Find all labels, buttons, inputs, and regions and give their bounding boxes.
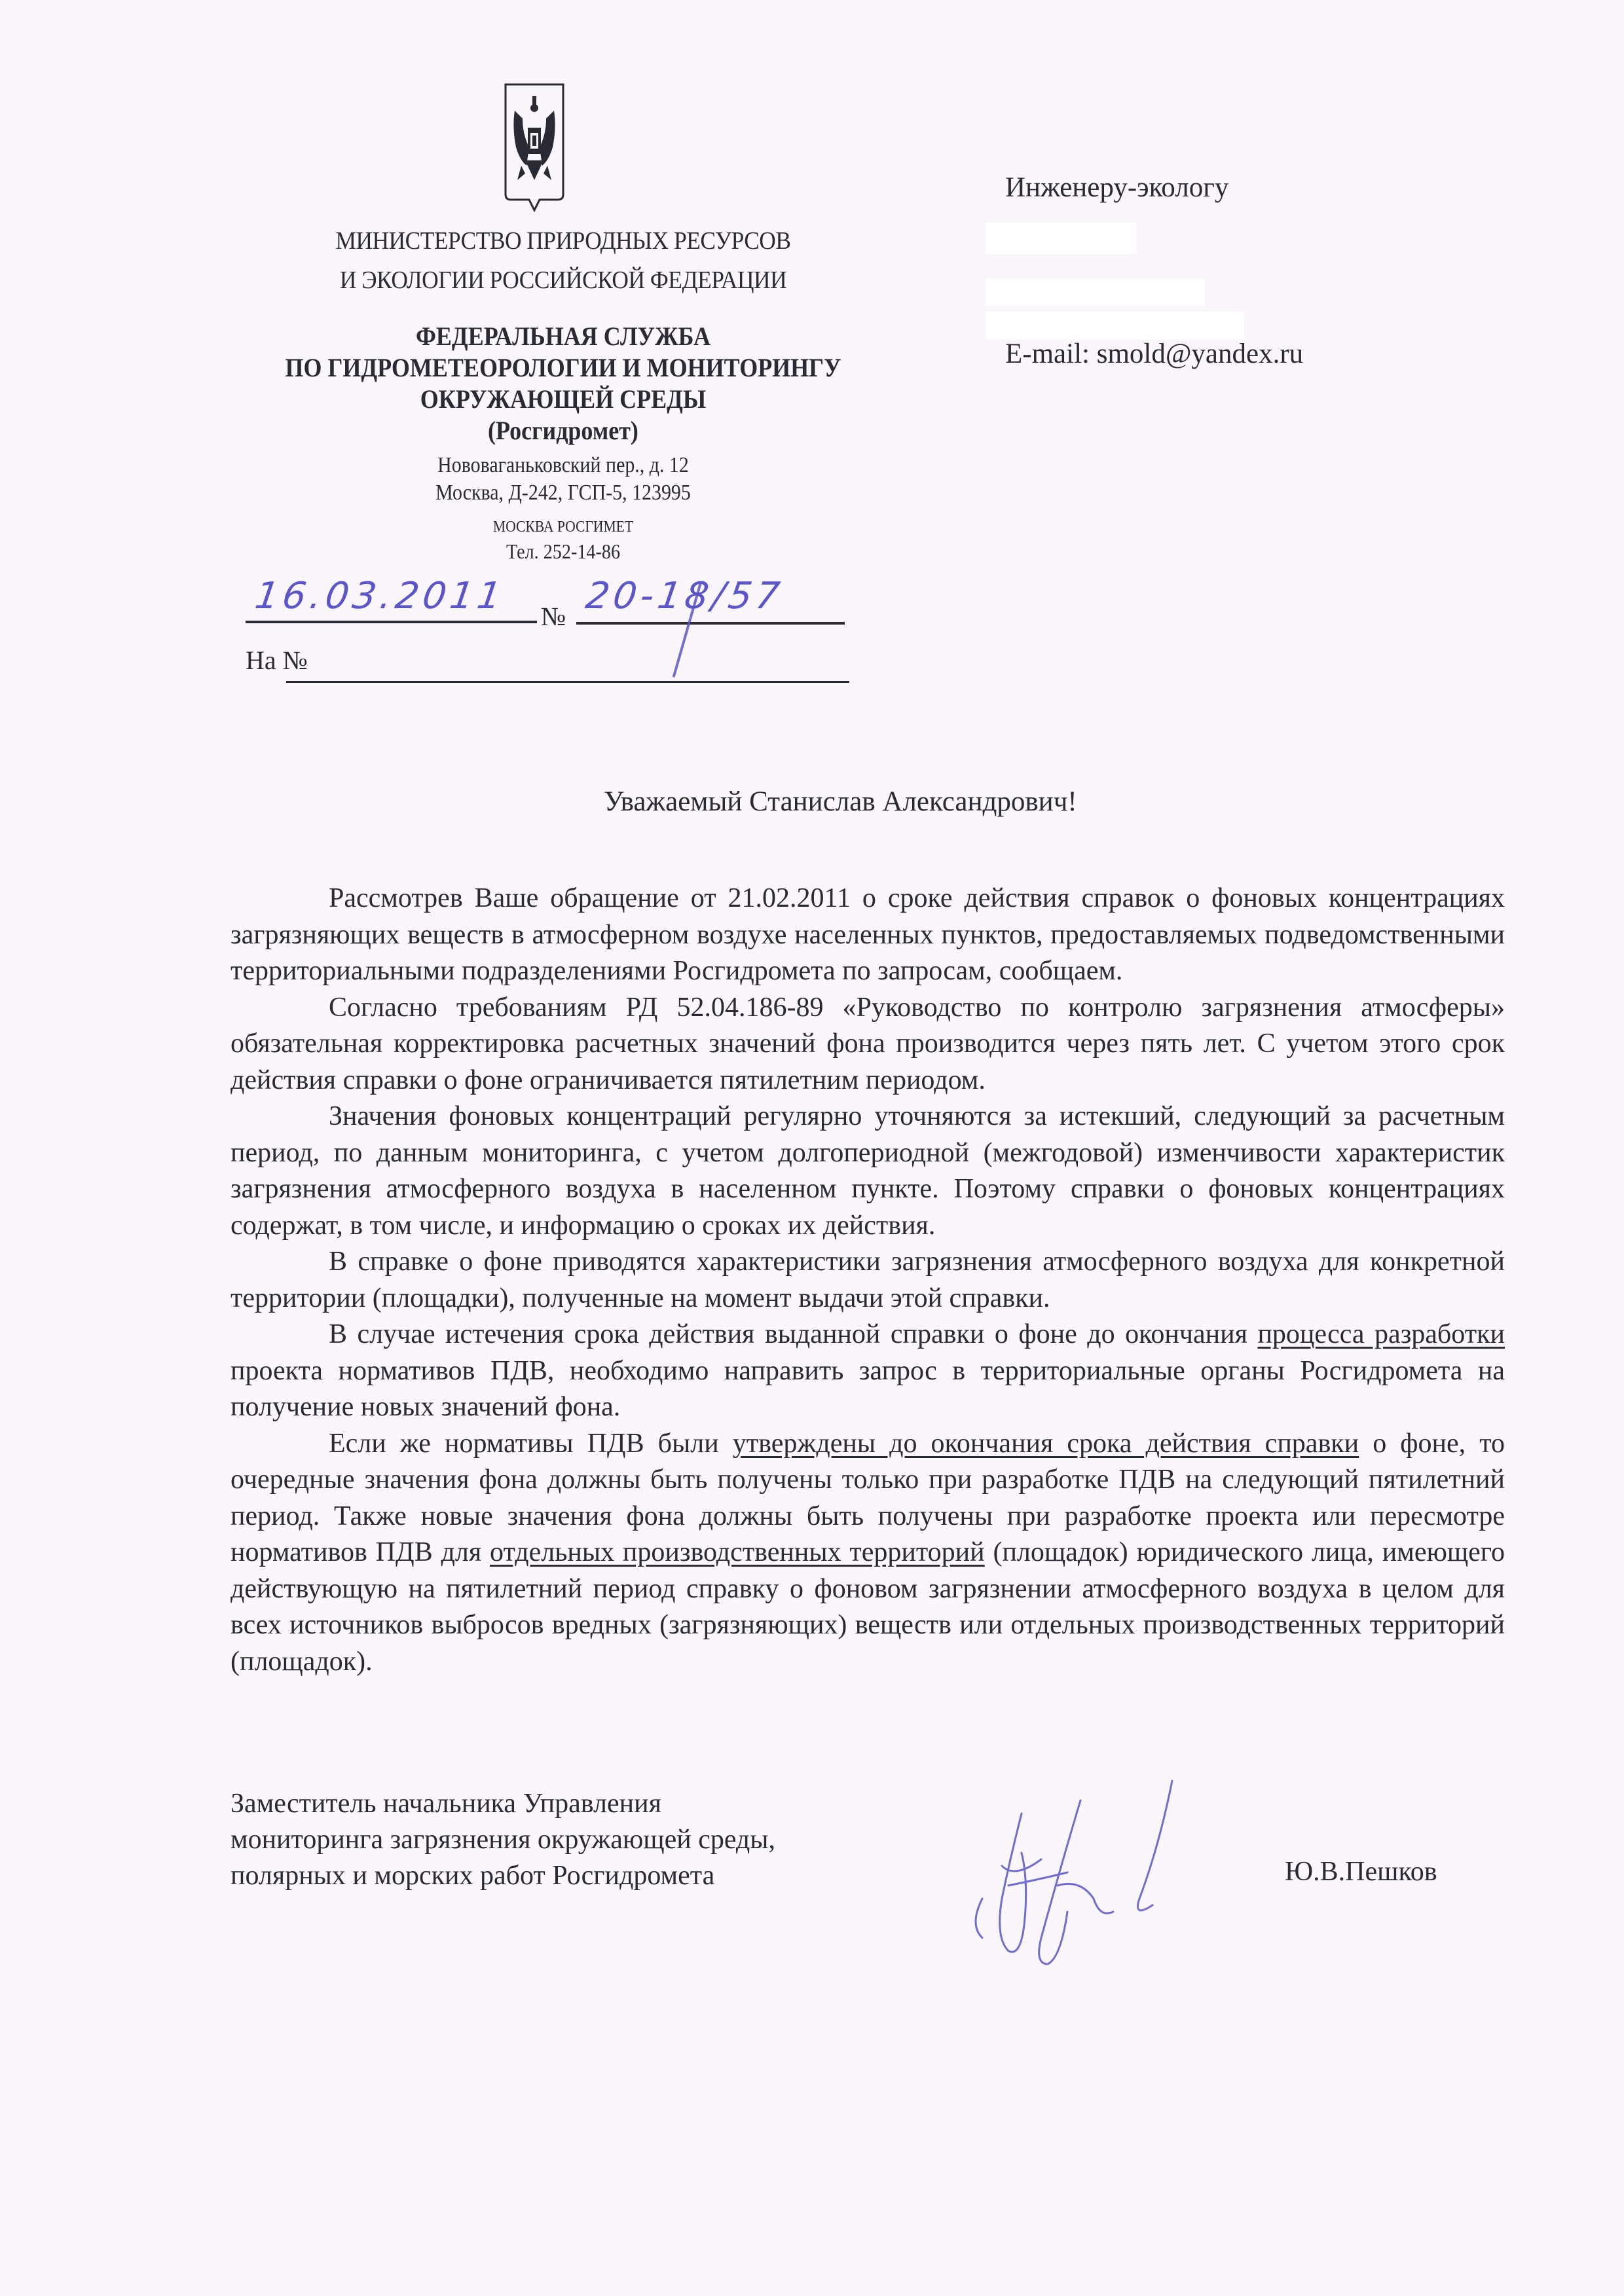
text-run: проекта нормативов ПДВ, необходимо направить запрос в территориальные органы Росгидромета на получение новых значений фона. — [231, 1355, 1505, 1422]
number-sign: № — [541, 602, 566, 631]
redacted-block — [986, 312, 1244, 339]
outgoing-date: 16.03.2011 — [252, 575, 508, 617]
reply-to-line — [286, 681, 849, 683]
telegraph-address: МОСКВА РОСГИМЕТ — [492, 519, 634, 536]
coat-of-arms-icon — [503, 82, 566, 213]
redacted-block — [986, 223, 1136, 254]
paragraph — [231, 1317, 1505, 1426]
signatory-title-line: полярных и морских работ Росгидромета — [231, 1861, 715, 1891]
ministry-line: И ЭКОЛОГИИ РОССИЙСКОЙ ФЕДЕРАЦИИ — [339, 266, 787, 294]
paragraph: Значения фоновых концентраций регулярно уточняются за истекший, следующий за расчетным период, по данным мониторинга, с учетом долгопериодной (межгодовой) изменчивости характеристик загрязнения атмосферного воздуха в населенном пункте. Поэтому справки о фоновых концентрациях содержат, в том числе, и информацию о сроках их действия. — [231, 1101, 1505, 1241]
reply-to-label: На № — [246, 646, 308, 675]
signatory-title — [231, 1786, 775, 1894]
signature-icon — [943, 1768, 1257, 1977]
service-line: (Росгидромет) — [488, 416, 638, 445]
address-line: Москва, Д-242, ГСП-5, 123995 — [435, 481, 691, 505]
service-line: ФЕДЕРАЛЬНАЯ СЛУЖБА — [416, 321, 710, 351]
underlined-text: отдельных производственных территорий — [490, 1537, 985, 1567]
paragraph — [231, 1426, 1505, 1681]
recipient-email: E-mail: smold@yandex.ru — [1005, 338, 1304, 369]
address-line: Нововаганьковский пер., д. 12 — [437, 453, 689, 477]
text-run: В случае истечения срока действия выданной справки о фоне до окончания — [329, 1319, 1258, 1349]
service-line: ПО ГИДРОМЕТЕОРОЛОГИИ И МОНИТОРИНГУ — [285, 353, 841, 382]
paragraph: В справке о фоне приводятся характеристики загрязнения атмосферного воздуха для конкретной территории (площадки), полученные на момент выдачи этой справки. — [231, 1247, 1505, 1313]
salutation: Уважаемый Станислав Александрович! — [604, 786, 1077, 817]
letter-body — [231, 881, 1505, 1680]
signatory-title-line: мониторинга загрязнения окружающей среды, — [231, 1825, 776, 1855]
service-line: ОКРУЖАЮЩЕЙ СРЕДЫ — [420, 384, 707, 414]
underlined-text: утверждены до окончания срока действия справки — [732, 1428, 1359, 1459]
text-run: о фоне, то очередные значения фона должны быть получены только при разработке ПДВ на следующий пятилетний период. Также новые значения фона должны быть получены при разработке проекта или пересмотре нормативов ПДВ для — [231, 1428, 1505, 1567]
number-line — [576, 622, 845, 625]
address — [287, 452, 840, 507]
recipient-title: Инженеру-экологу — [1005, 172, 1229, 203]
redacted-block — [986, 278, 1205, 306]
signatory-title-line: Заместитель начальника Управления — [231, 1789, 661, 1819]
service-name — [280, 321, 846, 446]
text-run: (площадок) юридического лица, имеющего действующую на пятилетний период справку о фоновом загрязнении атмосферного воздуха в целом для всех источников выбросов вредных (загрязняющих) веществ или отдельных производственных территорий (площадок). — [231, 1537, 1505, 1677]
phone: Тел. 252-14-86 — [506, 539, 621, 563]
ministry-line: МИНИСТЕРСТВО ПРИРОДНЫХ РЕСУРСОВ — [335, 227, 791, 255]
underlined-text: процесса разработки — [1257, 1319, 1505, 1349]
paragraph: Рассмотрев Ваше обращение от 21.02.2011 о сроке действия справок о фоновых концентрациях загрязняющих веществ в атмосферном воздухе населенных пунктов, предоставляемых подведомственными территориальными подразделениями Росгидромета по запросам, сообщаем. — [231, 883, 1505, 986]
outgoing-number: 20-18/57 — [583, 575, 786, 617]
ministry-name — [271, 221, 856, 300]
date-line — [246, 621, 537, 623]
paragraph: Согласно требованиям РД 52.04.186-89 «Руководство по контролю загрязнения атмосферы» обязательная корректировка расчетных значений фона производится через пять лет. С учетом этого срок действия справки о фоне ограничивается пятилетним периодом. — [231, 992, 1505, 1095]
signatory-name: Ю.В.Пешков — [1285, 1857, 1437, 1887]
text-run: Если же нормативы ПДВ были — [329, 1428, 733, 1459]
